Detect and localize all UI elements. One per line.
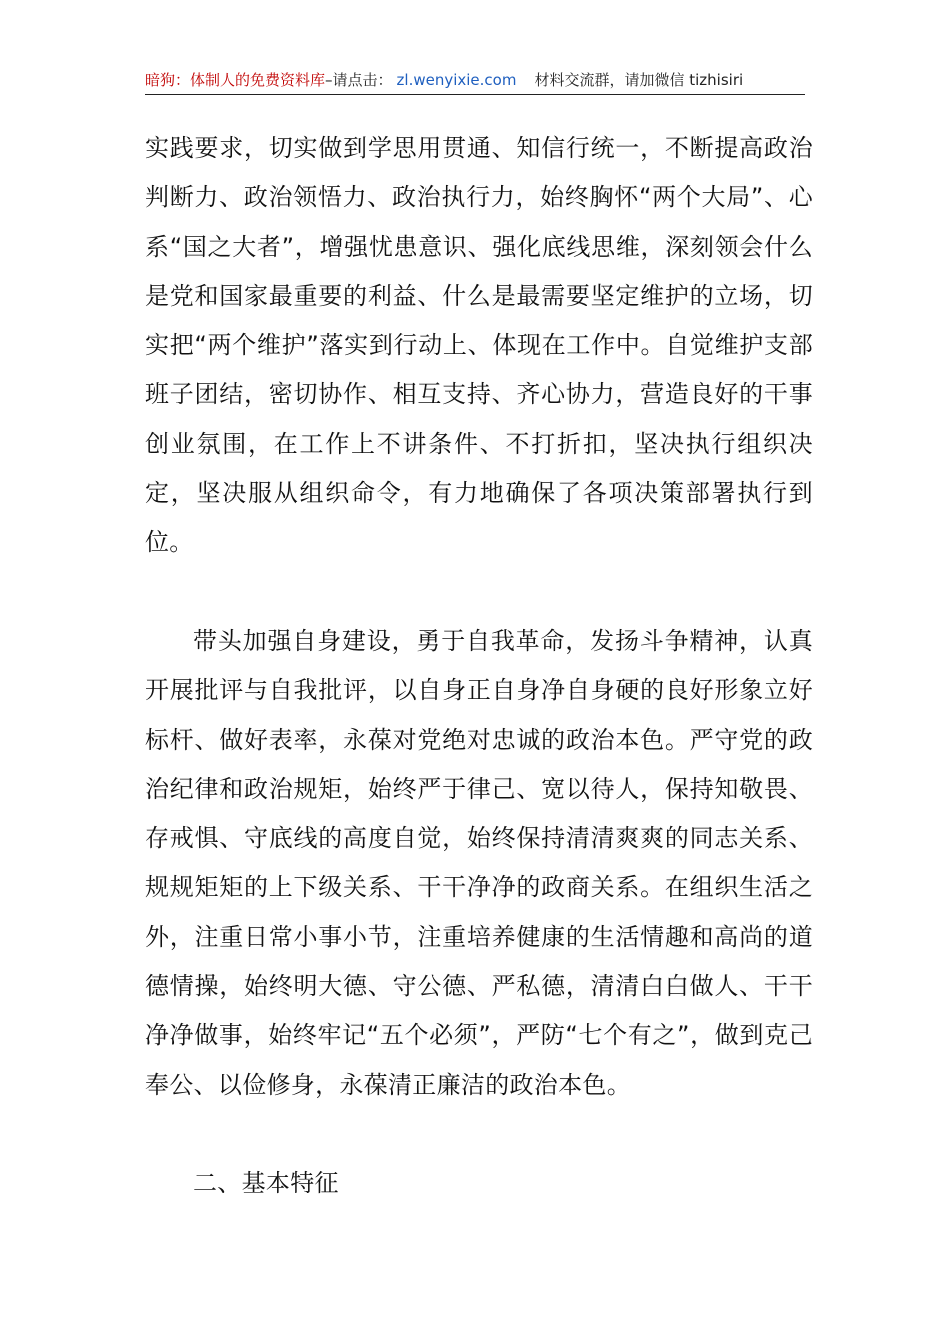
paragraph-self-building: 带头加强自身建设，勇于自我革命，发扬斗争精神，认真开展批评与自我批评，以自身正自身净自身硬的良好形象立好标杆、做好表率，永葆对党绝对忠诚的政治本色。严守党的政治纪律和政治规矩，始终严于律己、宽以待人，保持知敬畏、存戒惧、守底线的高度自觉，始终保持清清爽爽的同志关系、规规矩矩的上下级关系、干干净净的政商关系。在组织生活之外，注重日常小事小节，注重培养健康的生活情趣和高尚的道德情操，始终明大德、守公德、严私德，清清白白做人、干干净净做事，始终牢记“五个必须”，严防“七个有之”，做到克己奉公、以俭修身，永葆清正廉洁的政治本色。 xyxy=(145,626,813,1099)
document-body xyxy=(145,124,813,1209)
paragraph-continued: 实践要求，切实做到学思用贯通、知信行统一，不断提高政治判断力、政治领悟力、政治执行力，始终胸怀“两个大局”、心系“国之大者”，增强忧患意识、强化底线思维，深刻领会什么是党和国家最重要的利益、什么是最需要坚定维护的立场，切实把“两个维护”落实到行动上、体现在工作中。自觉维护支部班子团结，密切协作、相互支持、齐心协力，营造良好的干事创业氛围，在工作上不讲条件、不打折扣，坚决执行组织决定，坚决服从组织命令，有力地确保了各项决策部署执行到位。 xyxy=(145,134,813,557)
page-header xyxy=(145,68,805,95)
header-brand: 暗狗：体制人的免费资料库 xyxy=(145,71,326,89)
section-heading: 二、基本特征 xyxy=(193,1169,339,1198)
header-link[interactable]: zl.wenyixie.com xyxy=(396,71,517,89)
paragraph-gap xyxy=(145,568,813,617)
paragraph-gap xyxy=(145,1110,813,1159)
header-prompt: –请点击： xyxy=(325,71,393,89)
header-group-note: 材料交流群，请加微信 tizhisiri xyxy=(534,71,744,89)
